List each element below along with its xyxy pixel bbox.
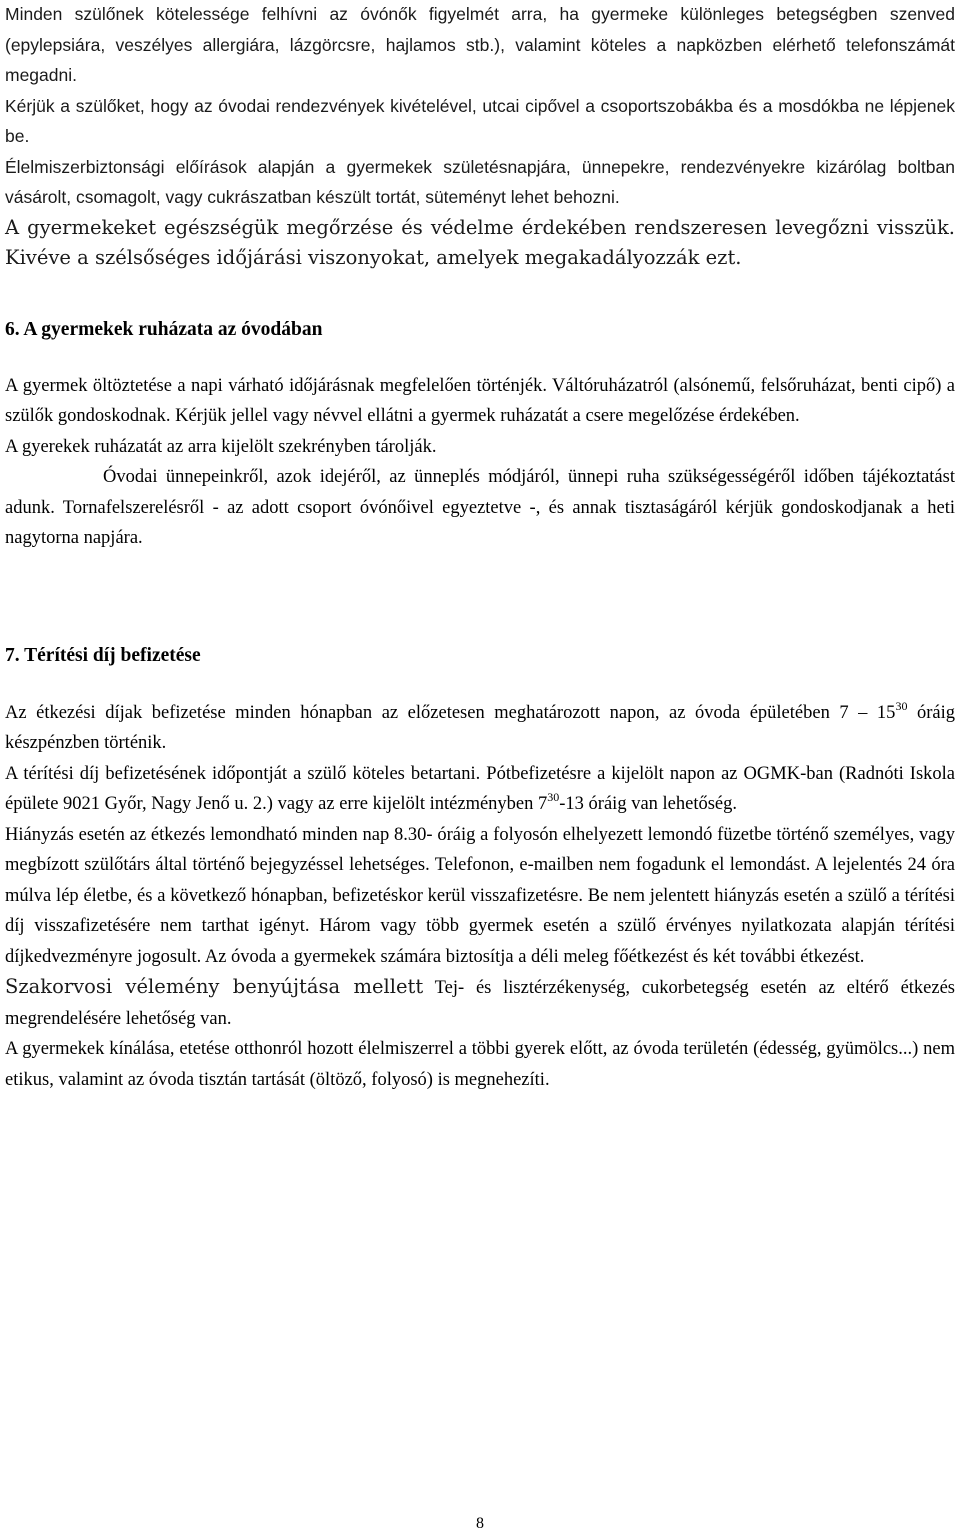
- section-6-paragraph-clothing: A gyermek öltöztetése a napi várható időjárásnak megfelelően történjék. Váltóruházatról (alsónemű, felsőruházat, benti cipő) a szülők gondoskodnak. Kérjük jellel vagy névvel ellátni a gyermek ruházatát a csere megelőzése érdekében.: [5, 375, 955, 426]
- section-6-paragraph-wardrobe: A gyerekek ruházatát az arra kijelölt szekrényben tárolják.: [5, 436, 437, 457]
- section-7-paragraph-deadline: [5, 759, 955, 820]
- paragraph-parent-duty: Minden szülőnek kötelessége felhívni az óvónők figyelmét arra, ha gyermeke különleges betegségben szenved (epylepsiára, veszélyes allergiára, lázgörcsre, hajlamos stb.), valamint köteles a napközben elérhető telefonszámát megadni.: [5, 4, 955, 85]
- payment-time-superscript: 30: [895, 698, 908, 713]
- section-7-paragraph-absence: Hiányzás esetén az étkezés lemondható minden nap 8.30- óráig a folyosón elhelyezett lemondó füzetbe történő személyes, vagy megbízott szülőtárs által történő bejegyzéssel lehetséges. Telefonon, e-mailben nem fogadunk el lemondást. A lejelentés 24 óra múlva lép életbe, és a következő hónapban, befizetéskor kerül visszafizetésre. Be nem jelentett hiányzás esetén a szülő a térítési díj visszafizetésére nem tarthat igényt. Három vagy több gyermek esetén a szülő érvényes nyilatkozata alapján térítési díjkedvezményre jogosult. Az óvoda a gyermekek számára biztosítja a déli meleg főétkezést és két további étkezést.: [5, 824, 955, 967]
- special-diet-rest: Tej- és lisztérzékenység, cukorbetegség esetén az eltérő étkezés megrendelésére lehetőség van.: [5, 978, 955, 1029]
- paragraph-outdoor-air: A gyermekeket egészségük megőrzése és védelme érdekében rendszeresen levegőzni visszük. Kivéve a szélsőséges időjárási viszonyokat, amelyek megakadályozzák ezt.: [5, 215, 955, 269]
- section-6-paragraph-celebrations: Óvodai ünnepeinkről, azok idejéről, az ünneplés módjáról, ünnepi ruha szükségességéről időben tájékoztatást adunk. Tornafelszerelésről - az adott csoport óvónőivel egyeztetve -, és annak tisztaságáról kérjük gondoskodjanak a heti nagytorna napjára.: [5, 467, 955, 548]
- payment-text-start: Az étkezési díjak befizetése minden hónapban az előzetesen meghatározott napon, az óvoda épületében 7 – 15: [5, 702, 896, 723]
- special-diet-lead: Szakorvosi vélemény benyújtása mellett: [5, 975, 424, 998]
- document-page: [5, 0, 955, 1095]
- paragraph-street-shoes: Kérjük a szülőket, hogy az óvodai rendezvények kivételével, utcai cipővel a csoportszobákba és a mosdókba ne lépjenek be.: [5, 95, 955, 146]
- section-7-paragraph-home-food: A gyermekek kínálása, etetése otthonról hozott élelmiszerrel a többi gyerek előtt, az óvoda területén (édesség, gyümölcs...) nem etikus, valamint az óvoda tisztán tartását (öltöző, folyosó) is megnehezíti.: [5, 1039, 955, 1090]
- page-number: 8: [476, 1515, 484, 1532]
- section-6-heading: 6. A gyermekek ruházata az óvodában: [5, 318, 323, 340]
- payment-text-end: óráig készpénzben történik.: [5, 702, 955, 753]
- deadline-text-end: -13 óráig van lehetőség.: [559, 794, 738, 814]
- deadline-time-superscript: 30: [547, 790, 560, 804]
- section-7-paragraph-payment: [5, 698, 955, 759]
- section-7-heading: 7. Térítési díj befizetése: [5, 644, 201, 666]
- section-7-paragraph-special-diet: [5, 972, 955, 1034]
- deadline-text-start: A térítési díj befizetésének időpontját a szülő köteles betartani. Pótbefizetésre a kijelölt napon az OGMK-ban (Radnóti Iskola épülete 9021 Győr, Nagy Jenő u. 2.) vagy az erre kijelölt intézményben 7: [5, 763, 955, 814]
- paragraph-food-safety: Élelmiszerbiztonsági előírások alapján a gyermekek születésnapjára, ünnepekre, rendezvényekre kizárólag boltban vásárolt, csomagolt, vagy cukrászatban készült tortát, süteményt lehet behozni.: [5, 156, 955, 207]
